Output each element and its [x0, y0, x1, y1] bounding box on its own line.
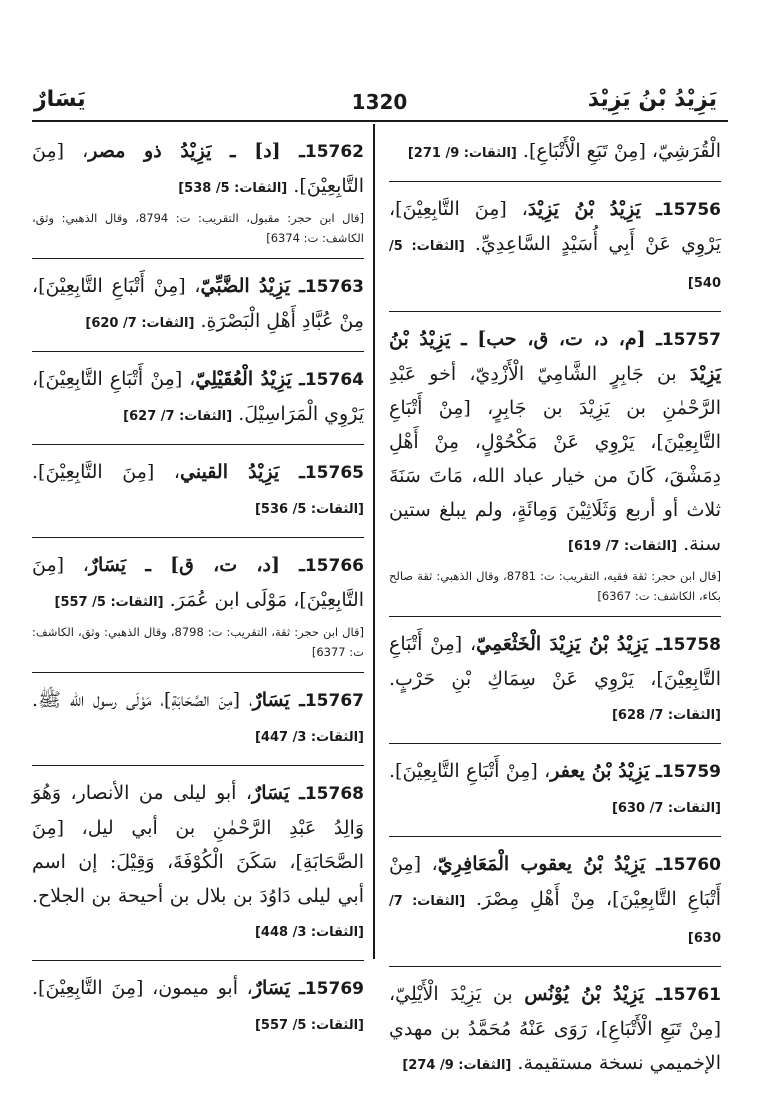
entry — [389, 837, 721, 967]
entry-number: 15756 — [661, 200, 721, 220]
entry-text — [389, 192, 721, 301]
entry-reference: [الثقات: 9/ 271] — [407, 146, 517, 161]
running-title: يَزِيْدُ بْنُ يَزِيْدَ — [587, 87, 717, 112]
entry-text — [32, 776, 364, 950]
entry-name: ـ يَزِيْدُ القيني — [180, 461, 305, 483]
entry — [389, 124, 721, 182]
entry-reference: [الثقات: 5/ 536] — [254, 502, 364, 517]
entry-name: ـ يَزِيْدُ بْنُ يَزِيْدَ الْخَثْعَمِيّ — [476, 633, 662, 655]
entry-body: ، [مِنَ التَّابِعِيْنَ]. — [32, 461, 180, 483]
entry-text — [32, 548, 364, 620]
entry-body: ، [مِنَ التَّابِعِيْنَ]، يَرْوِي عَنْ أَبِي أُسَيْدٍ السَّاعِدِيِّ. — [389, 198, 721, 255]
entry — [32, 445, 364, 538]
entry-number: 15759 — [661, 762, 721, 782]
entry-number: 15764 — [304, 370, 364, 390]
entry-name: ـ يَسَارٌ — [252, 977, 305, 999]
entry-number: 15766 — [304, 556, 364, 576]
entry-reference: [الثقات: 7/ 627] — [123, 409, 233, 424]
entry-text — [389, 134, 721, 171]
entry-body: ، [مِنْ أَتْبَاعِ التَّابِعِيْنَ]، يَرْوِي عَنْ سِمَاكِ بْنِ حَرْبٍ. — [389, 633, 721, 690]
entry-body: ، [مِنَ التَّابِعِيْنَ]. — [32, 140, 364, 197]
entry-body: ، [مِنْ أَتْبَاعِ التَّابِعِيْنَ]، يَرْوِي الْمَرَاسِيْلَ. — [32, 368, 364, 425]
entry-body: بن يَزِيْدَ الْأَيْلِيّ، [مِنْ تَبَعِ الْأَتْبَاعِ]، رَوَى عَنْهُ مُحَمَّدُ بن مهدي الإخميمي نسخة مستقيمة. — [389, 983, 721, 1074]
entry-footnote: [قال ابن حجر: ثقة، التقريب: ت: 8798، وقال الذهبي: وثق، الكاشف: ت: 6377] — [32, 625, 364, 659]
entry-reference: [الثقات: 7/ 628] — [611, 708, 721, 723]
entry-reference: [الثقات: 7/ 630] — [389, 894, 721, 946]
entry-number: 15761 — [661, 985, 721, 1005]
page-number: 1320 — [351, 90, 408, 114]
entry-reference: [الثقات: 5/ 540] — [389, 239, 721, 291]
entry — [389, 967, 721, 1093]
entry-text — [32, 134, 364, 206]
entry-number: 15757 — [661, 330, 721, 350]
entry — [389, 744, 721, 837]
entry-body: الْقُرَشِيّ، [مِنْ تَبَعِ الْأَتْبَاعِ]. — [516, 140, 721, 162]
entry-text — [389, 977, 721, 1083]
entry-name: ـ يَزِيْدُ بْنُ يُوْنُس — [524, 983, 662, 1005]
entry-body: ، أبو ليلى من الأنصار، وَهُوَ وَالِدُ عَبْدِ الرَّحْمٰنِ بن أبي ليل، [مِنَ الصَّحَابَةِ]، سَكَنَ الْكُوْفَةَ، وَقِيْلَ: إن اسم أبي ليلى دَاوُدَ بن بلال بن أحيحة بن الجلاح. — [32, 782, 364, 907]
entry-name: ـ يَزِيْدُ بْنُ يَزِيْدَ — [527, 198, 662, 220]
entry-number: 15760 — [661, 855, 721, 875]
header-rule — [32, 120, 728, 122]
entry-number: 15763 — [304, 277, 364, 297]
entry-body: ، [مِنَ التَّابِعِيْنَ]، مَوْلَى ابن عُمَرَ. — [32, 554, 364, 611]
entry-number: 15762 — [304, 142, 365, 162]
column-divider — [373, 124, 375, 959]
entry — [32, 259, 364, 352]
entry-reference: [الثقات: 7/ 630] — [611, 801, 721, 816]
running-title-secondary: يَسَارٌ — [34, 87, 86, 112]
entry-number: 15768 — [304, 784, 364, 804]
entry-reference: [الثقات: 7/ 620] — [85, 316, 195, 331]
left-column — [32, 124, 364, 1053]
entry — [32, 961, 364, 1053]
entry-number: 15769 — [304, 979, 364, 999]
entry-reference: [الثقات: 3/ 447] — [254, 730, 364, 745]
right-column — [389, 124, 721, 1093]
entry-name: ـ [د، ت، ق] ـ يَسَارٌ — [88, 554, 305, 576]
entry-reference: [الثقات: 5/ 538] — [178, 181, 288, 196]
entry-text — [32, 971, 364, 1043]
entry — [389, 182, 721, 312]
entry — [32, 352, 364, 445]
entry-text — [32, 683, 364, 755]
entry-name: ـ يَسَارٌ — [252, 782, 305, 804]
entry — [32, 766, 364, 961]
entry-text — [389, 754, 721, 826]
entry-body: ، [مِنْ أَتْبَاعِ التَّابِعِيْنَ]. — [389, 760, 551, 782]
entry-body: بن جَابِرٍ الشَّامِيّ الْأَزْدِيّ، أخو عَبْدِ الرَّحْمٰنِ بن يَزِيْدَ بن جَابِرٍ، [مِنْ أَتْبَاعِ التَّابِعِيْنَ]، يَرْوِي عَنْ مَكْحُوْلٍ، مِنْ أَهْلِ دِمَشْقَ، كَانَ من خيار عباد الله، مَاتَ سَنَةَ ثلاث أو أربع وَثَلَاثِيْنَ وَمِائَةٍ، ولم يبلغ ستين سنة. — [389, 363, 721, 555]
entry — [32, 673, 364, 766]
entry-reference: [الثقات: 9/ 274] — [402, 1058, 512, 1073]
entry-body: ، [مِنْ أَتْبَاعِ التَّابِعِيْنَ]، مِنْ أَهْلِ مِصْرَ. — [389, 853, 721, 910]
entry-reference: [الثقات: 5/ 557] — [254, 1018, 364, 1033]
entry-number: 15767 — [304, 691, 364, 711]
entry-reference: [الثقات: 3/ 448] — [254, 925, 364, 940]
entry-text — [32, 269, 364, 341]
entry-name: ـ يَزِيْدُ بْنُ يعقوب الْمَعَافِرِيّ — [437, 853, 662, 875]
entry-number: 15765 — [304, 463, 364, 483]
entry-text — [32, 455, 364, 527]
entry — [389, 617, 721, 744]
entry-name: ـ [د] ـ يَزِيْدُ ذو مصر — [88, 140, 305, 162]
entry — [32, 538, 364, 673]
entry-reference: [الثقات: 5/ 557] — [54, 595, 164, 610]
entry-body: ، [مِنَ الصَّحَابَةِ]، مَوْلَى رسول الله ﷺ. — [32, 689, 253, 711]
entry-footnote: [قال ابن حجر: ثقة فقيه، التقريب: ت: 8781، وقال الذهبي: ثقة صالح بكاء، الكاشف: ت: 6367] — [389, 569, 721, 603]
entry-text — [389, 322, 721, 564]
entry-name: ـ يَزِيْدُ الضَّبِّيّ — [200, 275, 305, 297]
entry-text — [32, 362, 364, 434]
entry-text — [389, 627, 721, 733]
entry-name: ـ يَزِيْدُ بْنُ يعفر — [550, 760, 662, 782]
entry-number: 15758 — [661, 635, 721, 655]
entry-text — [389, 847, 721, 956]
entry-body: ، [مِنْ أَتْبَاعِ التَّابِعِيْنَ]، مِنْ عُبَّادِ أَهْلِ الْبَصْرَةِ. — [32, 275, 364, 332]
entry-name: ـ يَزِيْدُ الْعُقَيْلِيّ — [195, 368, 305, 390]
entry-reference: [الثقات: 7/ 619] — [568, 539, 678, 554]
entry — [32, 124, 364, 259]
entry-body: ، أبو ميمون، [مِنَ التَّابِعِيْنَ]. — [32, 977, 253, 999]
entry-name: ـ يَسَارٌ — [252, 689, 305, 711]
entry-footnote: [قال ابن حجر: مقبول، التقريب: ت: 8794، وقال الذهبي: وثق، الكاشف: ت: 6374] — [32, 211, 364, 245]
entry-name: ـ [م، د، ت، ق، حب] ـ يَزِيْدُ بْنُ يَزِيْدَ — [389, 328, 721, 385]
entry — [389, 312, 721, 617]
